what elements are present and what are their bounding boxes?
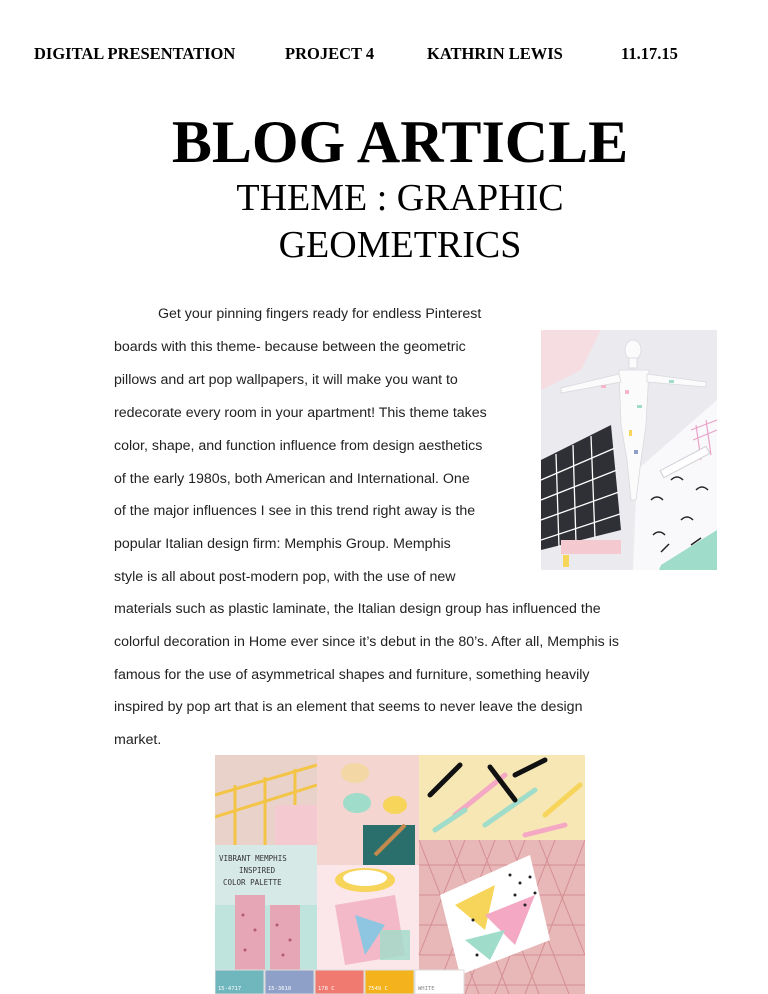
paragraph-line: of the early 1980s, both American and International. One [114, 471, 470, 487]
collage-caption-line-3: COLOR PALETTE [223, 878, 282, 887]
paragraph-line: of the major influences I see in this trend right away is the [114, 503, 476, 519]
header-project: PROJECT 4 [285, 44, 375, 63]
swatch-label-4: 7549 C [368, 986, 388, 992]
header-author: KATHRIN LEWIS [427, 44, 563, 63]
header-course: DIGITAL PRESENTATION [34, 44, 236, 63]
collage-caption-line-1: VIBRANT MEMPHIS [219, 854, 287, 863]
paragraph-line: colorful decoration in Home ever since it’s debut in the 80’s. After all, Memphis is [114, 634, 619, 650]
paragraph-line: market. [114, 732, 162, 748]
paragraph-line: pillows and art pop wallpapers, it will make you want to [114, 372, 458, 388]
swatch-label-2: 15-3618 [268, 986, 292, 992]
paragraph-line: famous for the use of asymmetrical shapes and furniture, something heavily [114, 667, 590, 683]
paragraph-line: Get your pinning fingers ready for endless Pinterest [158, 306, 482, 322]
paragraph-line: color, shape, and function influence from design aesthetics [114, 438, 483, 454]
paragraph-line: materials such as plastic laminate, the Italian design group has influenced the [114, 601, 601, 617]
memphis-collage [215, 755, 585, 994]
paragraph-line: popular Italian design firm: Memphis Group. Memphis [114, 536, 451, 552]
collage-caption-line-2: INSPIRED [239, 866, 276, 875]
page-title: BLOG ARTICLE [171, 109, 629, 175]
paragraph-line: inspired by pop art that is an element that seems to never leave the design [114, 699, 583, 715]
header-date: 11.17.15 [621, 44, 678, 63]
swatch-label-1: 15-4717 [218, 986, 242, 992]
swatch-label-3: 178 C [318, 986, 335, 992]
paragraph-line: boards with this theme- because between the geometric [114, 339, 466, 355]
theme-line-2: GEOMETRICS [278, 224, 522, 266]
color-swatches [215, 970, 464, 994]
sculpture-photo [541, 330, 717, 570]
paragraph-line: style is all about post-modern pop, with the use of new [114, 569, 456, 585]
paragraph-line: redecorate every room in your apartment! This theme takes [114, 405, 487, 421]
swatch-label-5: WHITE [418, 986, 435, 992]
theme-line-1: THEME : GRAPHIC [236, 177, 564, 219]
